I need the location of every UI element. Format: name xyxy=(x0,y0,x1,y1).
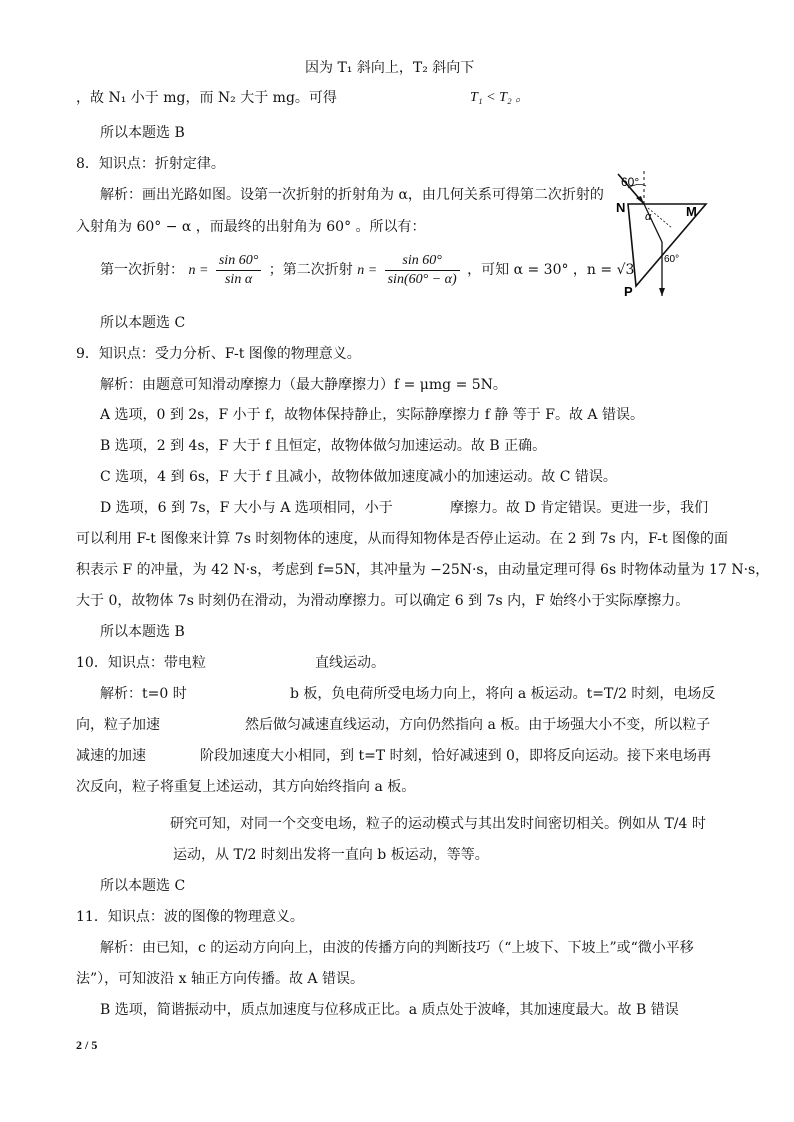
q10-paragraph-2a: 向，粒子加速 xyxy=(76,717,160,733)
q10-paragraph-6: 运动，从 T/2 时刻出发将一直向 b 板运动，等等。 xyxy=(173,847,489,863)
angle-label-bottom: 60° xyxy=(664,254,680,265)
q9-option-d-2: 可以利用 F-t 图像来计算 7s 时刻物体的速度，从而得知物体是否停止运动。在 2 到 7s 内，F-t 图像的面 xyxy=(76,531,729,547)
q11-paragraph-3: B 选项，简谐振动中，质点加速度与位移成正比。a 质点处于波峰，其加速度最大。故 B 错误 xyxy=(100,1002,679,1018)
q8-frac2-denominator: sin(60° − α) xyxy=(387,271,457,287)
q8-result: ，可知 α = 30° ，n = √3 xyxy=(467,262,635,278)
angle-label-alpha: α xyxy=(645,211,652,223)
angle-label-top: 60° xyxy=(621,175,640,189)
q9-option-b: B 选项，2 到 4s，F 大于 f 且恒定，故物体做匀加速运动。故 B 正确。 xyxy=(100,438,547,454)
q8-frac2-numerator: sin 60° xyxy=(385,252,460,271)
q10-title-b: 直线运动。 xyxy=(315,655,385,671)
vertex-label-m: M xyxy=(686,204,697,219)
q8-first-label: 第一次折射： xyxy=(100,262,184,278)
intro-inequality: T₁ < T₂ 。 xyxy=(470,90,530,105)
intro-line-2: ，故 N₁ 小于 mg，而 N₂ 大于 mg。可得 xyxy=(76,90,337,106)
intro-answer: 所以本题选 B xyxy=(100,125,185,141)
q11-title: 11．知识点：波的图像的物理意义。 xyxy=(76,909,304,925)
q9-option-d-4: 大于 0，故物体 7s 时刻仍在滑动，为滑动摩擦力。可以确定 6 到 7s 内，F 始终小于实际摩擦力。 xyxy=(76,593,690,609)
q9-option-d-1b: 摩擦力。故 D 肯定错误。更进一步，我们 xyxy=(450,500,709,516)
q9-option-d-3: 积表示 F 的冲量，为 42 N·s，考虑到 f=5N，其冲量为 −25N·s，由动量定理可得 6s 时物体动量为 17 N·s， xyxy=(76,562,770,578)
q8-formula-row xyxy=(100,250,634,294)
q10-paragraph-1b: b 板，负电荷所受电场力向上，将向 a 板运动。t=T/2 时刻，电场反 xyxy=(290,686,716,702)
q8-n-eq-1: n = xyxy=(188,263,209,278)
q8-answer: 所以本题选 C xyxy=(100,315,186,331)
q10-paragraph-1a: 解析：t=0 时 xyxy=(100,686,187,702)
q9-title: 9．知识点：受力分析、F-t 图像的物理意义。 xyxy=(76,346,361,362)
q10-paragraph-2b: 然后做匀减速直线运动，方向仍然指向 a 板。由于场强大小不变，所以粒子 xyxy=(245,717,711,733)
q8-frac1-numerator: sin 60° xyxy=(216,252,261,271)
page-number: 2 / 5 xyxy=(76,1038,98,1052)
vertex-label-p: P xyxy=(624,284,633,298)
q8-frac1-denominator: sin α xyxy=(224,271,253,287)
q8-title: 8．知识点：折射定律。 xyxy=(76,156,225,172)
q10-paragraph-4: 次反向，粒子将重复上述运动，其方向始终指向 a 板。 xyxy=(76,779,416,795)
q8-fraction-1 xyxy=(216,252,261,289)
vertex-label-n: N xyxy=(616,200,626,215)
q10-paragraph-3b: 阶段加速度大小相同，到 t=T 时刻，恰好减速到 0，即将反向运动。接下来电场再 xyxy=(200,748,711,764)
prism-refraction-figure xyxy=(606,168,716,298)
q11-paragraph-2: 法”），可知波沿 x 轴正方向传播。故 A 错误。 xyxy=(76,971,364,987)
q9-answer: 所以本题选 B xyxy=(100,624,185,640)
normal-line-inner xyxy=(648,208,672,228)
q8-fraction-2 xyxy=(385,252,460,289)
q9-option-a: A 选项，0 到 2s，F 小于 f，故物体保持静止，实际静摩擦力 f 静 等于 F。故 A 错误。 xyxy=(100,407,644,423)
q8-second-label: ；第二次折射 xyxy=(268,262,353,278)
q10-paragraph-3a: 减速的加速 xyxy=(76,748,146,764)
q10-answer: 所以本题选 C xyxy=(100,878,186,894)
q11-paragraph-1: 解析：由已知，c 的运动方向向上，由波的传播方向的判断技巧（“上坡下、下坡上”或“微小平移 xyxy=(100,940,694,956)
q9-paragraph-1: 解析：由题意可知滑动摩擦力（最大静摩擦力）f = μmg = 5N。 xyxy=(100,377,507,393)
q9-option-d-1: D 选项，6 到 7s，F 大小与 A 选项相同，小于 xyxy=(100,500,393,516)
q8-paragraph-1: 解析：画出光路如图。设第一次折射的折射角为 α，由几何关系可得第二次折射的 xyxy=(100,187,604,203)
q9-option-c: C 选项，4 到 6s，F 大于 f 且减小，故物体做加速度减小的加速运动。故 C 错误。 xyxy=(100,469,617,485)
q8-paragraph-2: 入射角为 60° − α ，而最终的出射角为 60° 。所以有： xyxy=(76,219,426,235)
q10-title-a: 10．知识点：带电粒 xyxy=(76,655,206,671)
refracted-ray xyxy=(644,204,662,242)
intro-line-1: 因为 T₁ 斜向上，T₂ 斜向下 xyxy=(305,60,475,76)
exit-ray-arrowhead xyxy=(659,288,665,296)
q8-n-eq-2: n = xyxy=(357,263,378,278)
q10-paragraph-5: 研究可知，对同一个交变电场，粒子的运动模式与其出发时间密切相关。例如从 T/4 时 xyxy=(170,816,706,832)
